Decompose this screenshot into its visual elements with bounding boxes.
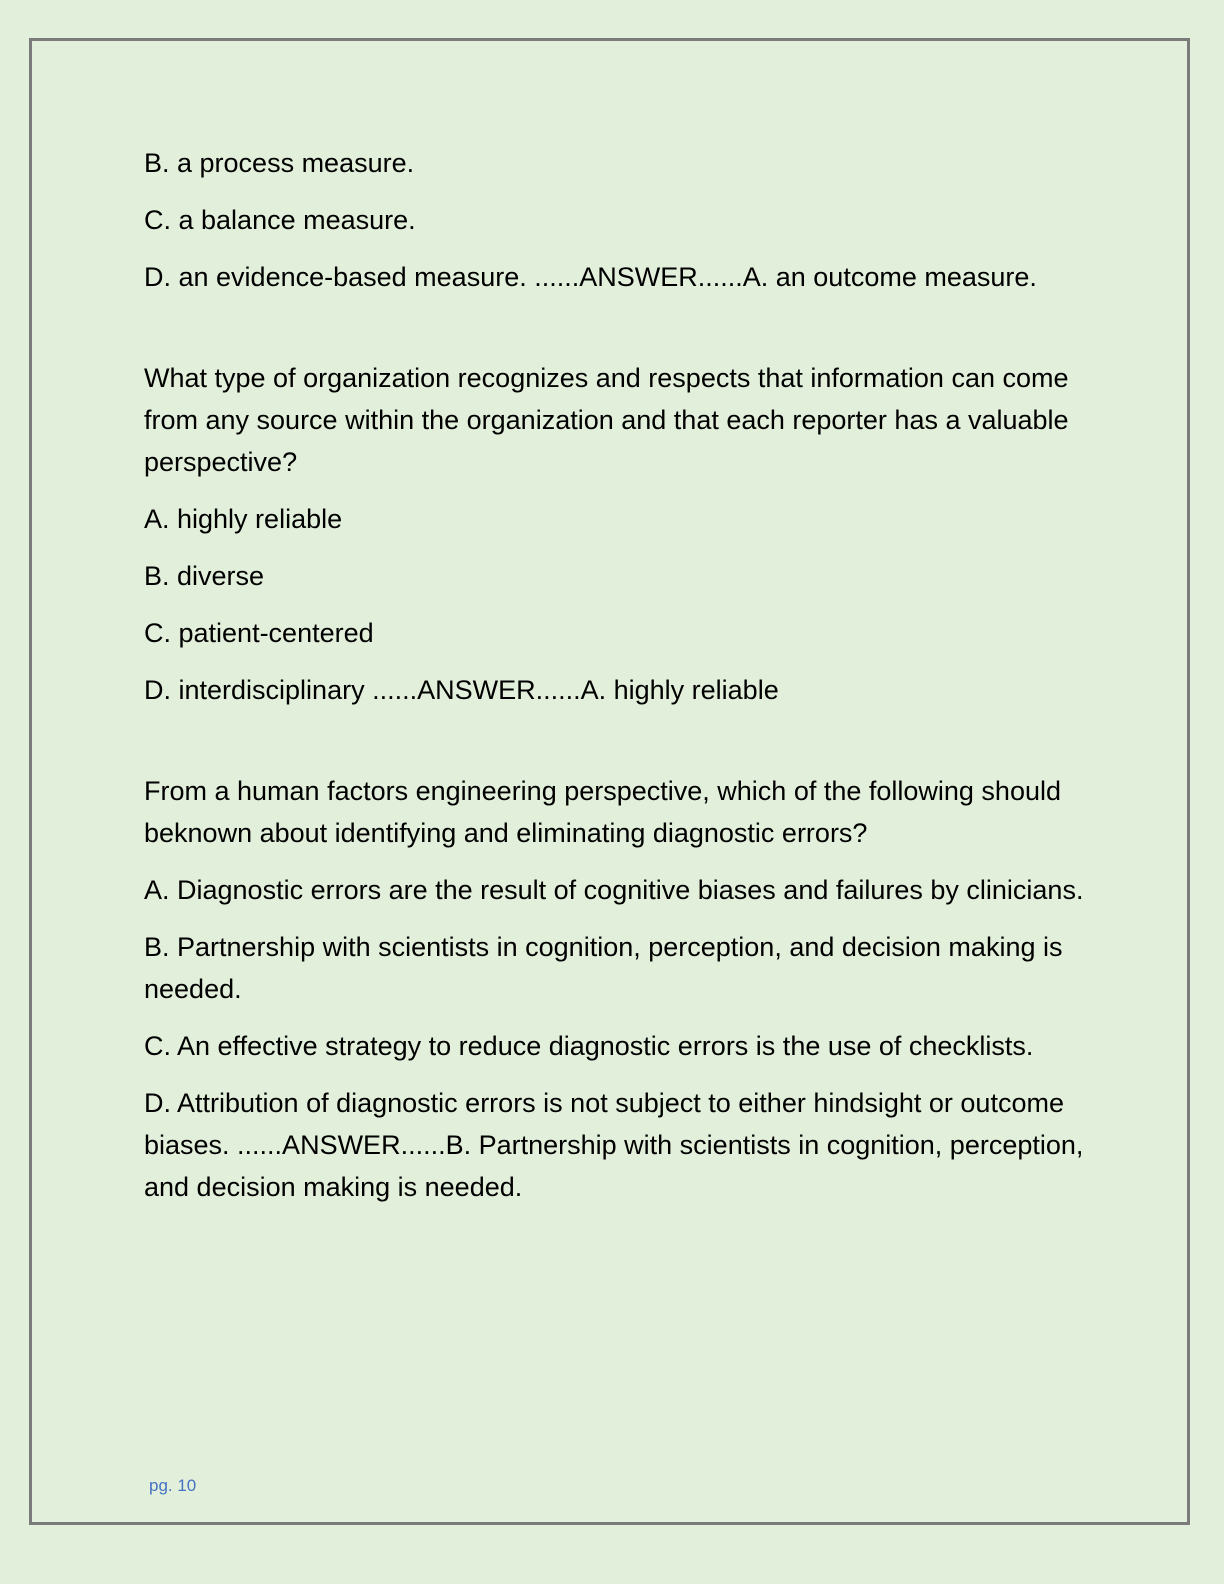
- option-text: B. Partnership with scientists in cognition, perception, and decision making is needed.: [144, 932, 1063, 1004]
- option-answer-text: D. an evidence-based measure. ......ANSWER......A. an outcome measure.: [144, 262, 1037, 292]
- page-content: [144, 142, 1084, 1223]
- option-text: B. a process measure.: [144, 148, 415, 178]
- option-text: A. highly reliable: [144, 504, 343, 534]
- option-text: C. patient-centered: [144, 618, 374, 648]
- option-answer-text: D. interdisciplinary ......ANSWER......A. highly reliable: [144, 675, 779, 705]
- page-number: pg. 10: [149, 1476, 197, 1495]
- question-text: What type of organization recognizes and respects that information can come from any source within the organization and that each reporter has a valuable perspective?: [144, 363, 1069, 477]
- option-text: B. diverse: [144, 561, 265, 591]
- question-spacer: [144, 313, 1084, 357]
- option-text: A. Diagnostic errors are the result of cognitive biases and failures by clinicians.: [144, 875, 1084, 905]
- option-answer-text: D. Attribution of diagnostic errors is not subject to either hindsight or outcome biases. ......ANSWER......B. Partnership with scientists in cognition, perception, and decision making is needed.: [144, 1088, 1084, 1202]
- question-spacer: [144, 726, 1084, 770]
- option-text: C. An effective strategy to reduce diagnostic errors is the use of checklists.: [144, 1031, 1034, 1061]
- option-text: C. a balance measure.: [144, 205, 416, 235]
- question-text: From a human factors engineering perspective, which of the following should beknown about identifying and eliminating diagnostic errors?: [144, 776, 1061, 848]
